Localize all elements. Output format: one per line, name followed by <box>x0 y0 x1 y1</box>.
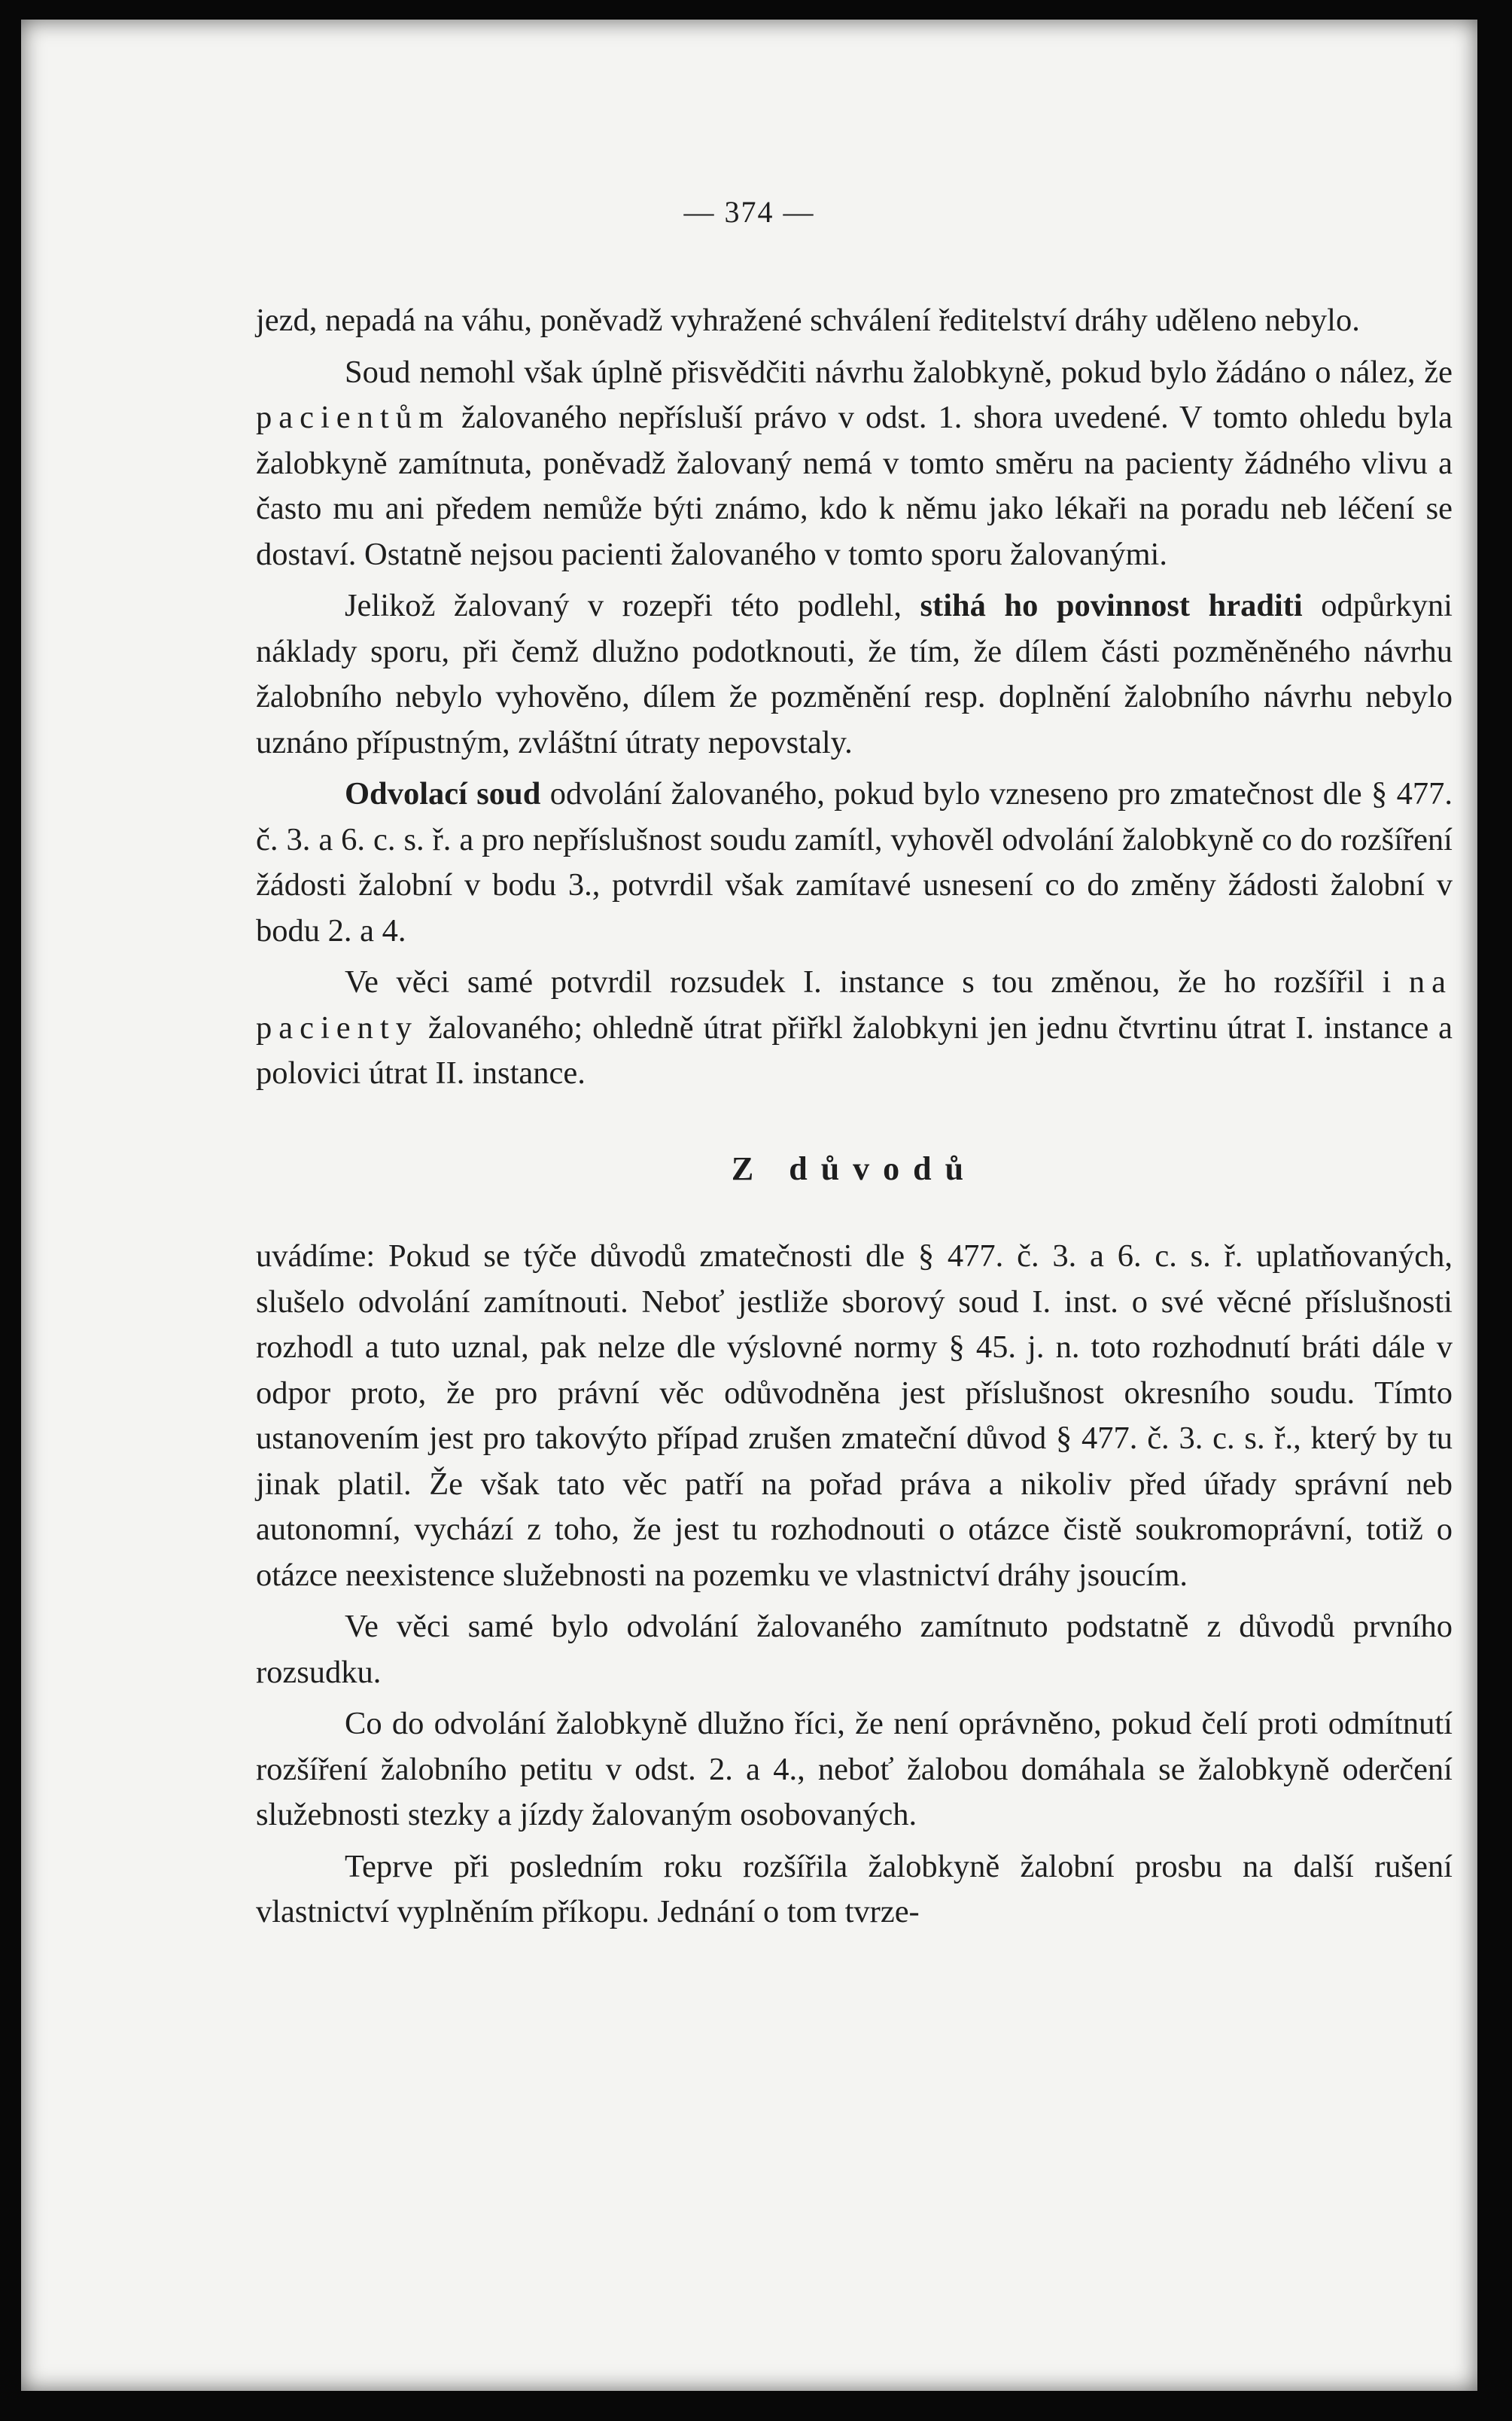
bold-phrase-povinnost: stihá ho povinnost hraditi <box>920 588 1303 623</box>
paragraph-1-text: jezd, nepadá na váhu, poněvadž vyhražené schválení ředitelství dráhy uděleno nebylo. <box>256 303 1360 338</box>
reason-paragraph-3-text: Co do odvolání žalobkyně dlužno říci, že není oprávněno, pokud čelí proti odmítnutí rozšíření žalobního petitu v odst. 2. a 4., neboť žalobou domáhala se žalobkyně oderčení služebnosti stezky a jízdy žalovaným osobovaných. <box>256 1706 1453 1832</box>
reason-paragraph-1-text: uvádíme: Pokud se týče důvodů zmatečnosti dle § 477. č. 3. a 6. c. s. ř. uplatňovaných, slušelo odvolání zamítnouti. Neboť jestliže sborový soud I. inst. o své věcné příslušnosti rozhodl a tuto uznal, pak nelze dle výslovné normy § 45. j. n. toto rozhodnutí bráti dále v odpor proto, že pro právní věc odůvodněna jest příslušnost okresního soudu. Tímto ustanovením jest pro takovýto případ zrušen zmateční důvod § 477. č. 3. c. s. ř., který by tu jinak platil. Že však tato věc patří na pořad práva a nikoliv před úřady správní neb autonomní, vychází z toho, že jest tu rozhodnouti o otázce čistě soukromoprávní, totiž o otázce neexistence služebnosti na pozemku ve vlastnictví dráhy jsoucím. <box>256 1238 1453 1593</box>
reason-paragraph-2 <box>256 1604 1453 1695</box>
reason-paragraph-3 <box>256 1701 1453 1838</box>
page-text <box>256 298 1453 1941</box>
paragraph-1 <box>256 298 1453 344</box>
paragraph-5 <box>256 960 1453 1097</box>
paragraph-2-text-b: žalovaného nepřísluší právo v odst. 1. shora uvedené. V tomto ohledu byla žalobkyně zamítnuta, poněvadž žalovaný nemá v tomto směru na pacienty žádného vlivu a často mu ani předem nemůže býti známo, kdo k němu jako lékaři na poradu neb léčení se dostaví. Ostatně nejsou pacienti žalovaného v tomto sporu žalovanými. <box>256 400 1453 572</box>
spaced-word-na-pacienty: na pacienty <box>256 964 1453 1046</box>
paragraph-5-text-a: Ve věci samé potvrdil rozsudek I. instance s tou změnou, že ho rozšířil i <box>345 964 1409 1000</box>
paragraph-3-text-a: Jelikož žalovaný v rozepři této podlehl, <box>345 588 920 623</box>
paragraph-2-text-a: Soud nemohl však úplně přisvědčiti návrhu žalobkyně, pokud bylo žádáno o nález, že <box>345 354 1453 390</box>
paragraph-5-text-b: žalovaného; ohledně útrat přiřkl žalobkyni jen jednu čtvrtinu útrat I. instance a polovici útrat II. instance. <box>256 1010 1453 1091</box>
reason-paragraph-4 <box>256 1844 1453 1935</box>
paragraph-2 <box>256 350 1453 578</box>
bold-phrase-odvolaci-soud: Odvolací soud <box>345 776 541 812</box>
reason-paragraph-2-text: Ve věci samé bylo odvolání žalovaného zamítnuto podstatně z důvodů prvního rozsudku. <box>256 1609 1453 1690</box>
paragraph-4-text: odvolání žalovaného, pokud bylo vzneseno pro zmatečnost dle § 477. č. 3. a 6. c. s. ř. a pro nepříslušnost soudu zamítl, vyhověl odvolání žalobkyně co do rozšíření žádosti žalobní v bodu 3., potvrdil však zamítavé usnesení co do změny žádosti žalobní v bodu 2. a 4. <box>256 776 1453 949</box>
paragraph-3 <box>256 583 1453 766</box>
book-page <box>21 20 1477 2391</box>
spaced-word-pacientum: pacientům <box>256 400 451 435</box>
reason-paragraph-4-text: Teprve při posledním roku rozšířila žalobkyně žalobní prosbu na další rušení vlastnictví vyplněním příkopu. Jednání o tom tvrze- <box>256 1848 1453 1929</box>
paragraph-3-text-b: odpůrkyni náklady sporu, při čemž dlužno podotknouti, že tím, že dílem části pozměněného návrhu žalobního nebylo vyhověno, dílem že pozměnění resp. doplnění žalobního návrhu nebylo uznáno přípustným, zvláštní útraty nepovstaly. <box>256 588 1453 760</box>
section-heading: Z důvodů <box>731 1150 978 1187</box>
reason-paragraph-1 <box>256 1234 1453 1598</box>
page-number: — 374 — <box>683 195 815 229</box>
paragraph-4 <box>256 772 1453 954</box>
